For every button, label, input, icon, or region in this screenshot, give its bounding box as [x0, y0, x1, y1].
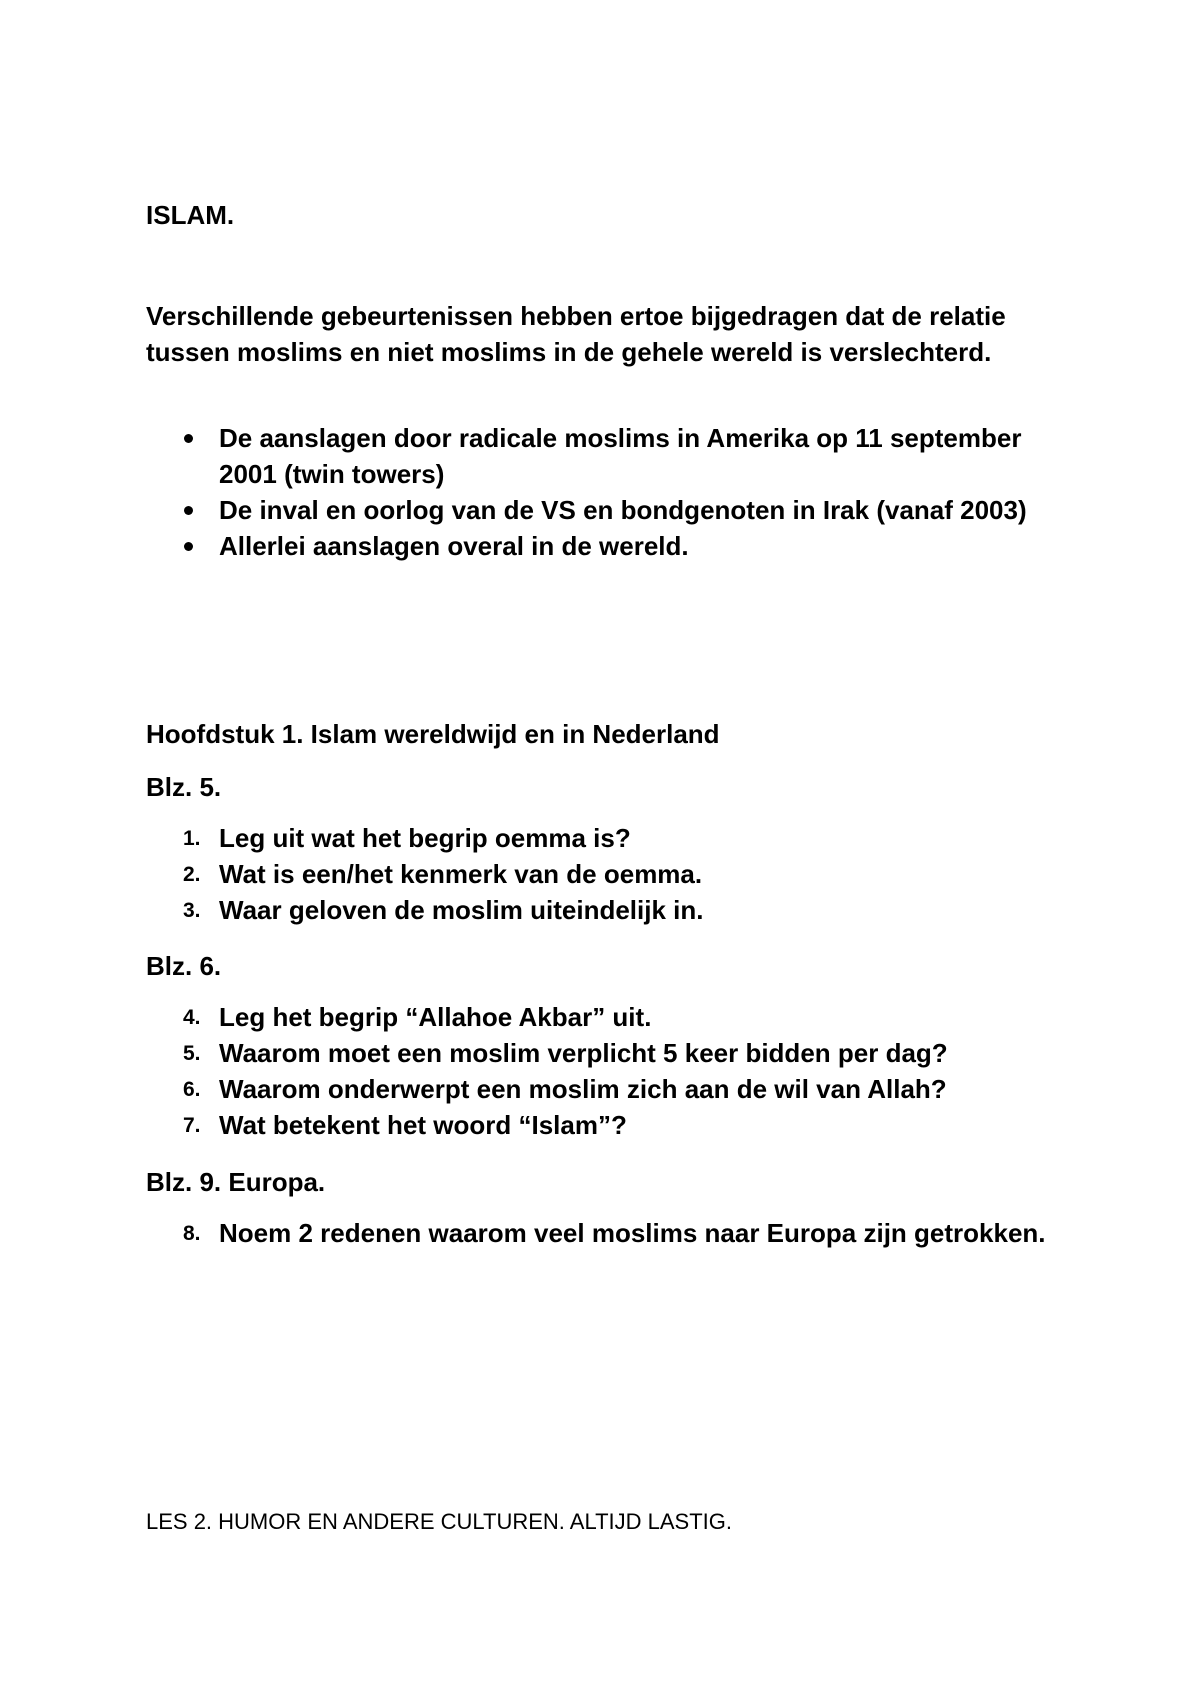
question-text: Wat is een/het kenmerk van de oemma.: [219, 859, 703, 889]
question-item: [146, 1215, 1056, 1251]
question-item: [146, 820, 1056, 856]
question-number: 5.: [183, 1042, 201, 1065]
question-item: [146, 999, 1056, 1035]
question-number: 2.: [183, 863, 201, 886]
question-item: [146, 1035, 1056, 1071]
question-item: [146, 1107, 1056, 1143]
question-list: [146, 1215, 1056, 1251]
question-number: 8.: [183, 1222, 201, 1245]
document-title: ISLAM.: [146, 200, 235, 230]
bullet-icon: [184, 542, 193, 551]
bullet-item: [146, 420, 1056, 492]
question-text: Wat betekent het woord “Islam”?: [219, 1110, 627, 1140]
question-number: 1.: [183, 827, 201, 850]
intro-paragraph: Verschillende gebeurtenissen hebben ertoe bijgedragen dat de relatie tussen moslims en niet moslims in de gehele wereld is verslechterd.: [146, 301, 1006, 367]
section-heading: Blz. 9. Europa.: [146, 1167, 326, 1197]
section-heading: Blz. 6.: [146, 951, 222, 981]
bullet-text: De inval en oorlog van de VS en bondgenoten in Irak (vanaf 2003): [219, 495, 1027, 525]
question-text: Waarom moet een moslim verplicht 5 keer bidden per dag?: [219, 1038, 948, 1068]
bullet-text: De aanslagen door radicale moslims in Amerika op 11 september 2001 (twin towers): [219, 423, 1022, 489]
question-number: 3.: [183, 899, 201, 922]
bullet-item: [146, 528, 1056, 564]
question-number: 7.: [183, 1114, 201, 1137]
bullet-list: [146, 420, 1056, 564]
question-item: [146, 892, 1056, 928]
document-page: [146, 0, 1056, 1698]
bullet-item: [146, 492, 1056, 528]
footer-lesson-title: LES 2. HUMOR EN ANDERE CULTUREN. ALTIJD LASTIG.: [146, 1509, 732, 1534]
question-item: [146, 1071, 1056, 1107]
question-number: 4.: [183, 1006, 201, 1029]
question-list: [146, 820, 1056, 928]
bullet-text: Allerlei aanslagen overal in de wereld.: [219, 531, 689, 561]
question-number: 6.: [183, 1078, 201, 1101]
chapter-heading: Hoofdstuk 1. Islam wereldwijd en in Nederland: [146, 719, 720, 749]
question-text: Waar geloven de moslim uiteindelijk in.: [219, 895, 704, 925]
question-list: [146, 999, 1056, 1143]
question-text: Leg het begrip “Allahoe Akbar” uit.: [219, 1002, 652, 1032]
bullet-icon: [184, 434, 193, 443]
question-text: Noem 2 redenen waarom veel moslims naar Europa zijn getrokken.: [219, 1218, 1046, 1248]
question-text: Leg uit wat het begrip oemma is?: [219, 823, 631, 853]
section-heading: Blz. 5.: [146, 772, 222, 802]
question-item: [146, 856, 1056, 892]
bullet-icon: [184, 506, 193, 515]
question-text: Waarom onderwerpt een moslim zich aan de wil van Allah?: [219, 1074, 947, 1104]
